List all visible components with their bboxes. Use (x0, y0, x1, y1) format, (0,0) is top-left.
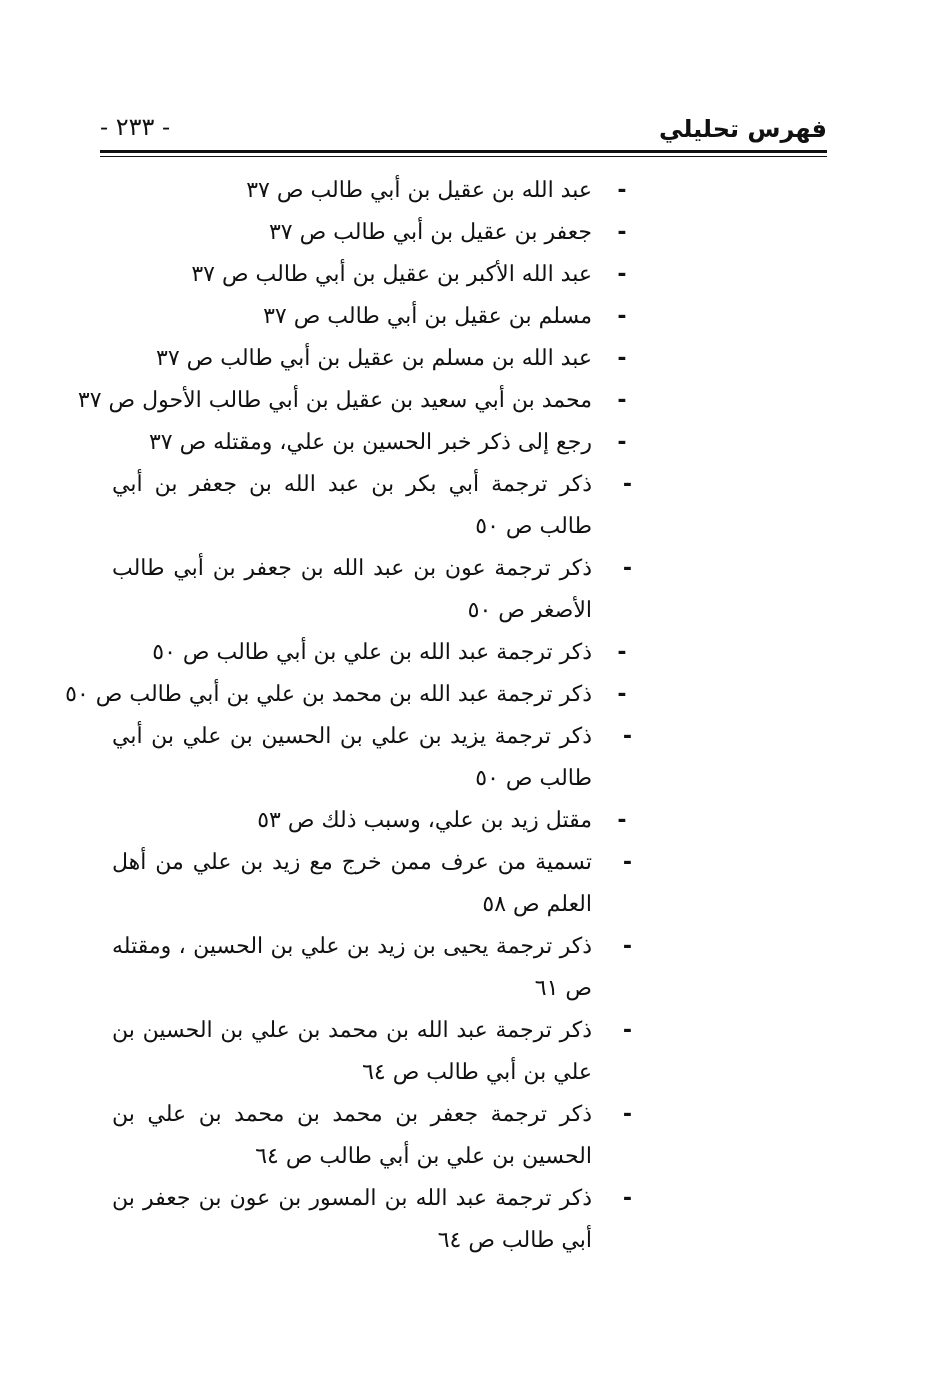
bullet-dash: - (617, 262, 627, 287)
entry-text: عبد الله بن مسلم بن عقيل بن أبي طالب ص ٣٧ (156, 346, 592, 371)
index-entry (112, 548, 632, 632)
bullet-dash: - (617, 640, 627, 665)
bullet-dash: - (622, 1018, 632, 1043)
index-entry (112, 212, 632, 254)
index-entry (112, 1010, 632, 1094)
index-entry (112, 170, 632, 212)
entry-text: جعفر بن عقيل بن أبي طالب ص ٣٧ (268, 220, 592, 245)
entry-text: تسمية من عرف ممن خرج مع زيد بن علي من أهل العلم ص ٥٨ (112, 850, 592, 917)
entry-text: مسلم بن عقيل بن أبي طالب ص ٣٧ (263, 304, 592, 329)
index-entry (112, 422, 632, 464)
bullet-dash: - (622, 472, 632, 497)
bullet-dash: - (617, 682, 627, 707)
bullet-dash: - (617, 346, 627, 371)
entry-text: محمد بن أبي سعيد بن عقيل بن أبي طالب الأحول ص ٣٧ (77, 388, 592, 413)
index-entries (65, 170, 632, 1262)
entry-text: ذكر ترجمة عبد الله بن محمد بن علي بن أبي طالب ص ٥٠ (65, 682, 592, 707)
bullet-dash: - (617, 304, 627, 329)
bullet-dash: - (622, 934, 632, 959)
entry-text: ذكر ترجمة عبد الله بن علي بن أبي طالب ص ٥٠ (152, 640, 592, 665)
index-entry (112, 842, 632, 926)
entry-text: عبد الله بن عقيل بن أبي طالب ص ٣٧ (246, 178, 592, 203)
bullet-dash: - (622, 850, 632, 875)
bullet-dash: - (617, 220, 627, 245)
entry-text: ذكر ترجمة عبد الله بن محمد بن علي بن الحسين بن علي بن أبي طالب ص ٦٤ (112, 1018, 592, 1085)
page-number: - ٢٣٣ - (100, 113, 171, 141)
bullet-dash: - (622, 1186, 632, 1211)
index-entry (112, 338, 632, 380)
bullet-dash: - (617, 178, 627, 203)
bullet-dash: - (617, 808, 627, 833)
index-entry (112, 464, 632, 548)
bullet-dash: - (622, 556, 632, 581)
bullet-dash: - (622, 724, 632, 749)
header-rule-thin (100, 156, 827, 157)
entry-text: عبد الله الأكبر بن عقيل بن أبي طالب ص ٣٧ (191, 262, 592, 287)
bullet-dash: - (617, 430, 627, 455)
index-entry (112, 1178, 632, 1262)
page-header (100, 108, 827, 152)
entry-text: ذكر ترجمة يحيى بن زيد بن علي بن الحسين ، ومقتله ص ٦١ (112, 934, 592, 1001)
index-entry (112, 800, 632, 842)
entry-text: ذكر ترجمة أبي بكر بن عبد الله بن جعفر بن أبي طالب ص ٥٠ (112, 472, 592, 539)
index-entry (112, 632, 632, 674)
entry-text: ذكر ترجمة عبد الله بن المسور بن عون بن جعفر بن أبي طالب ص ٦٤ (112, 1186, 592, 1253)
index-entry (112, 254, 632, 296)
index-entry (112, 296, 632, 338)
entry-text: رجع إلى ذكر خبر الحسين بن علي، ومقتله ص ٣٧ (148, 430, 592, 455)
index-entry (65, 674, 632, 716)
index-entry (77, 380, 632, 422)
entry-text: ذكر ترجمة عون بن عبد الله بن جعفر بن أبي طالب الأصغر ص ٥٠ (112, 556, 592, 623)
index-entry (112, 926, 632, 1010)
running-title: فهرس تحليلي (659, 115, 827, 143)
index-entry (112, 716, 632, 800)
header-rule-thick (100, 150, 827, 153)
index-entry (112, 1094, 632, 1178)
entry-text: مقتل زيد بن علي، وسبب ذلك ص ٥٣ (257, 808, 592, 833)
bullet-dash: - (622, 1102, 632, 1127)
entry-text: ذكر ترجمة يزيد بن علي بن الحسين بن علي بن أبي طالب ص ٥٠ (112, 724, 592, 791)
entry-text: ذكر ترجمة جعفر بن محمد بن محمد بن علي بن الحسين بن علي بن أبي طالب ص ٦٤ (112, 1102, 592, 1169)
bullet-dash: - (617, 388, 627, 413)
